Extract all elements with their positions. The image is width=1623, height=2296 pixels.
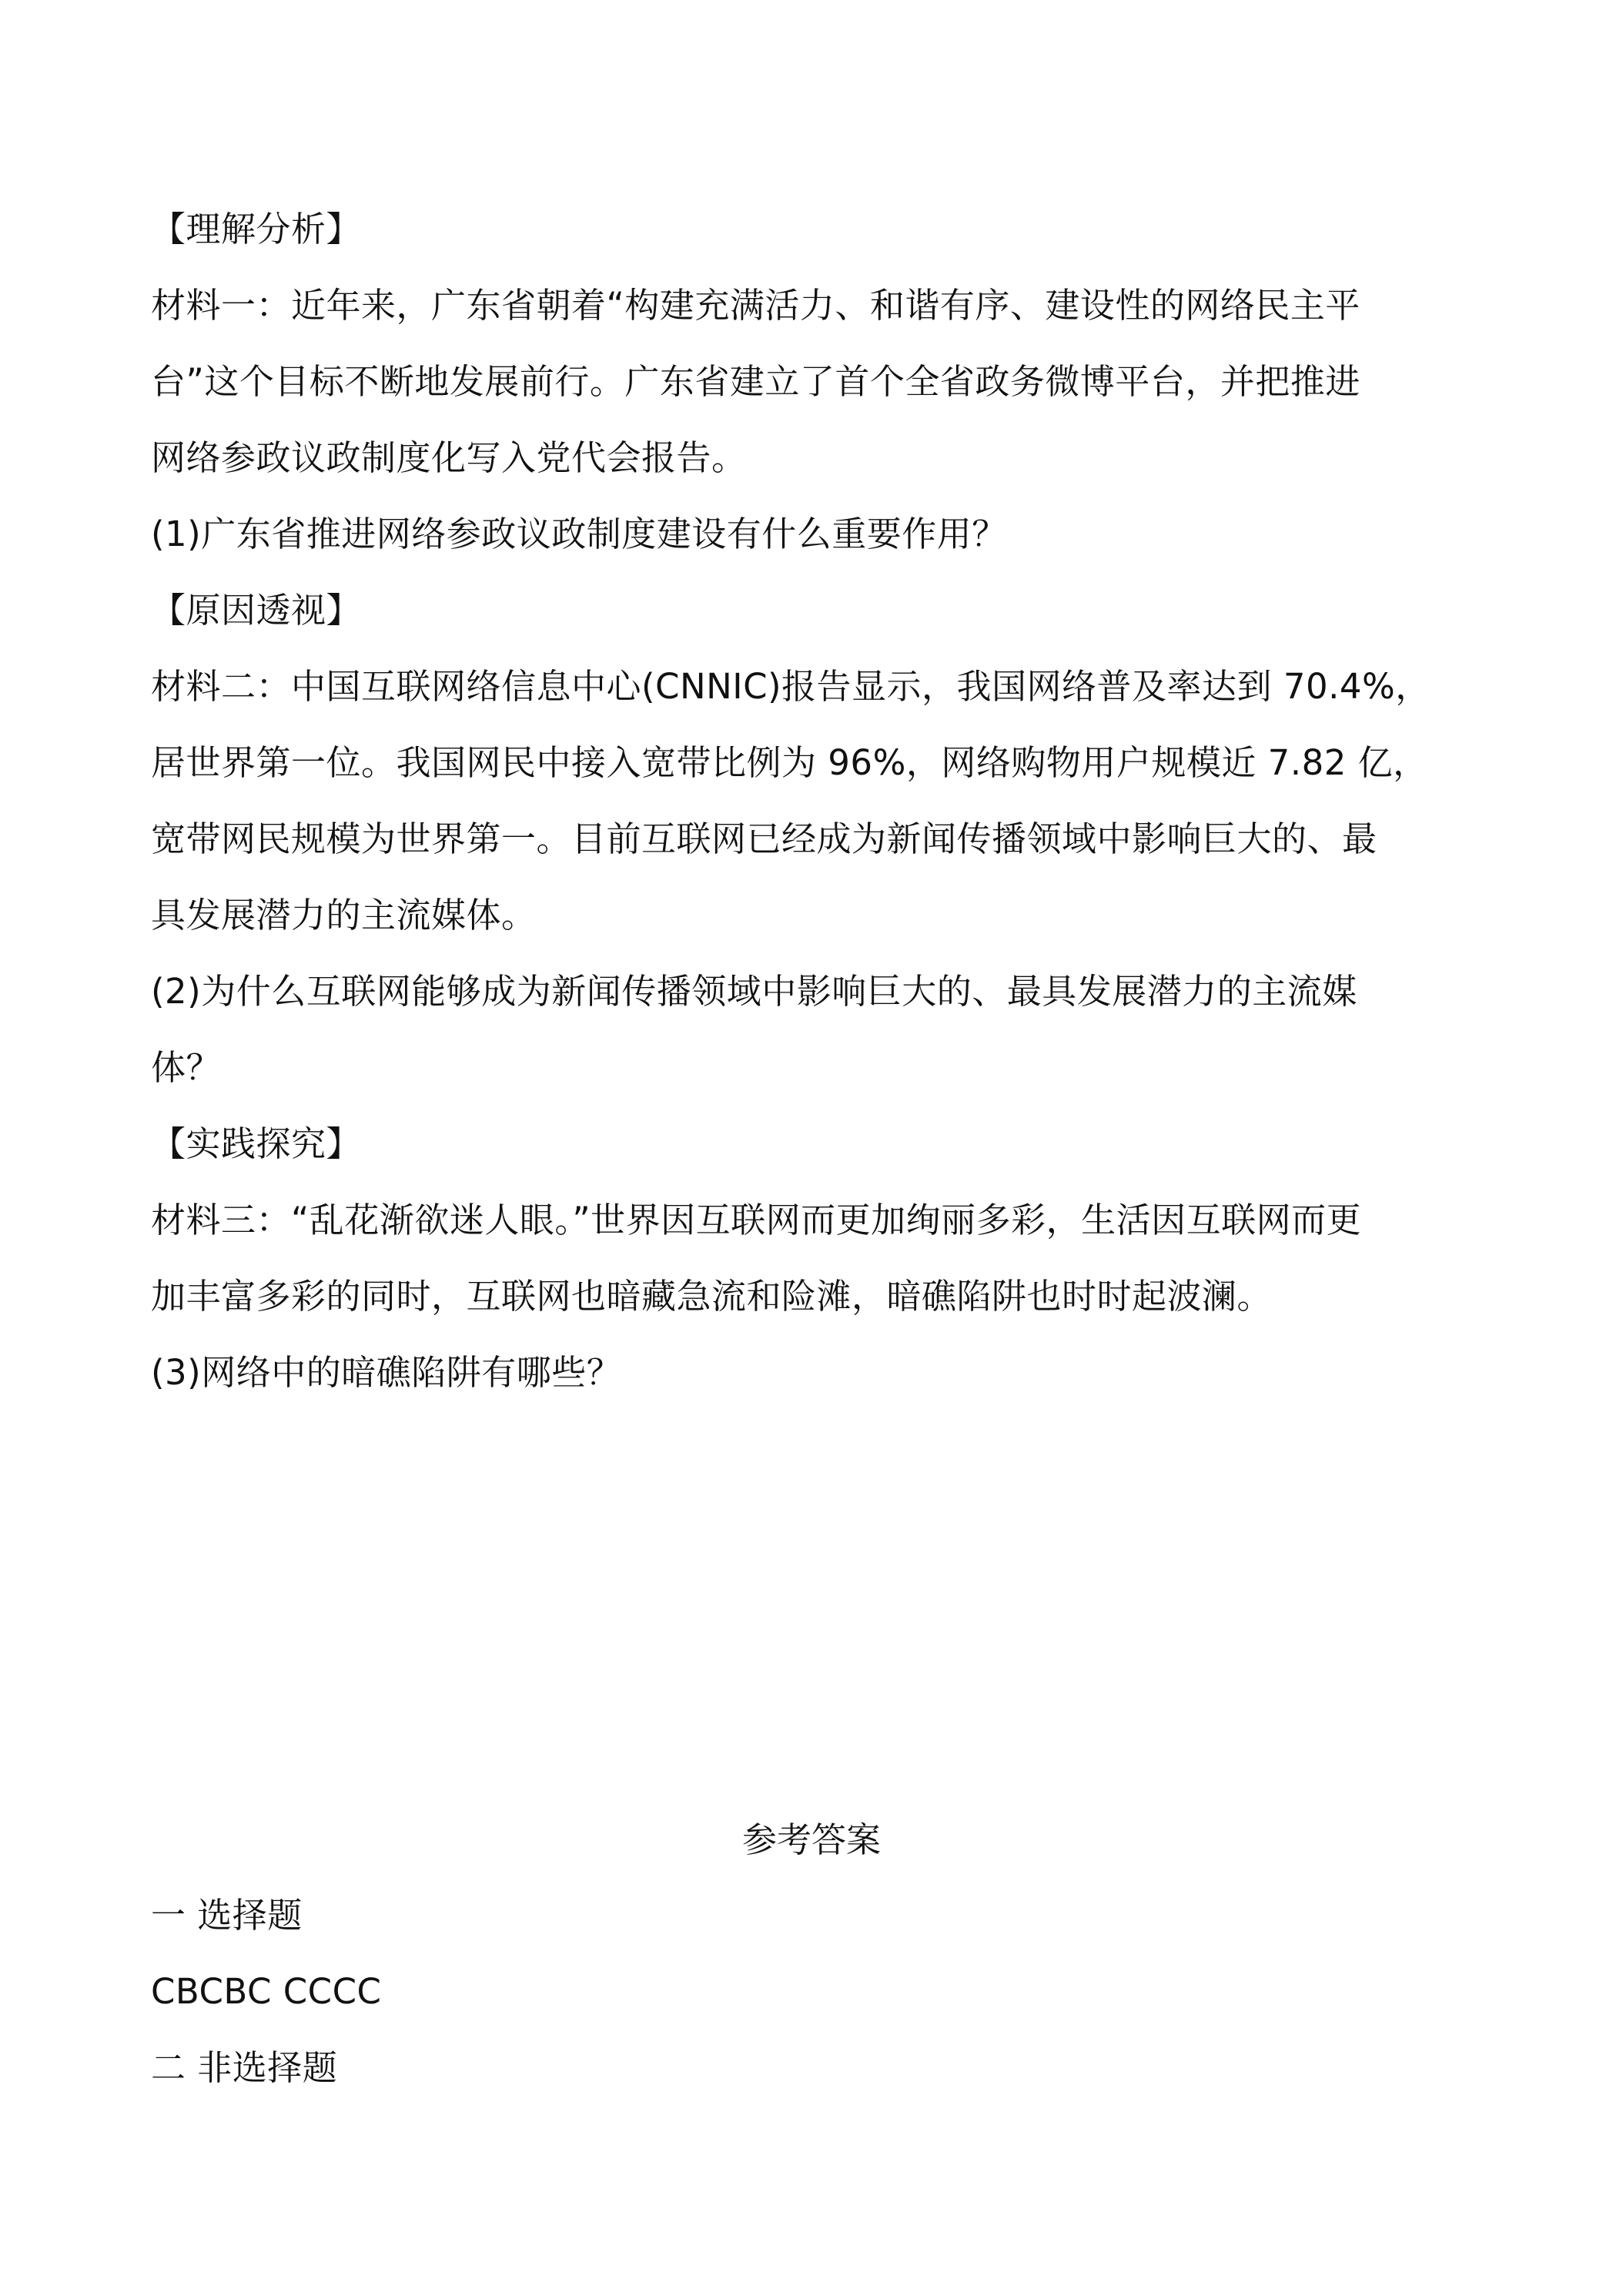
question-1: (1)广东省推进网络参政议政制度建设有什么重要作用？ <box>151 514 1007 554</box>
material3-line-1: 材料三：“乱花渐欲迷人眼。”世界因互联网而更加绚丽多彩，生活因互联网而更 <box>151 1200 1362 1240</box>
material1-line-1: 材料一：近年来，广东省朝着“构建充满活力、和谐有序、建设性的网络民主平 <box>151 285 1360 326</box>
multiple-choice-answers: CBCBC CCCC <box>151 1971 382 2012</box>
material2-line-4: 具发展潜力的主流媒体。 <box>151 895 537 935</box>
question-content <box>151 191 1491 1411</box>
multiple-choice-heading: 一 选择题 <box>151 1895 303 1936</box>
material1-line-3: 网络参政议政制度化写入党代会报告。 <box>151 437 747 478</box>
question-2-line-2: 体？ <box>151 1047 222 1088</box>
non-choice-heading: 二 非选择题 <box>151 2047 338 2088</box>
answer-content <box>151 1877 1491 2106</box>
material1-line-2: 台”这个目标不断地发展前行。广东省建立了首个全省政务微博平台，并把推进 <box>151 361 1360 402</box>
material2-line-3: 宽带网民规模为世界第一。目前互联网已经成为新闻传播领域中影响巨大的、最 <box>151 818 1377 859</box>
material3-line-2: 加丰富多彩的同时，互联网也暗藏急流和险滩，暗礁陷阱也时时起波澜。 <box>151 1276 1273 1317</box>
material2-line-1: 材料二：中国互联网络信息中心(CNNIC)报告显示，我国网络普及率达到 70.4%， <box>151 666 1431 707</box>
question-3: (3)网络中的暗礁陷阱有哪些？ <box>151 1352 622 1393</box>
question-2-line-1: (2)为什么互联网能够成为新闻传播领域中影响巨大的、最具发展潜力的主流媒 <box>151 971 1357 1012</box>
material2-line-2: 居世界第一位。我国网民中接入宽带比例为 96%，网络购物用户规模近 7.82 亿， <box>151 742 1428 783</box>
reason-heading: 【原因透视】 <box>151 590 362 631</box>
understanding-heading: 【理解分析】 <box>151 209 362 249</box>
answer-title: 参考答案 <box>741 1819 881 1860</box>
practice-heading: 【实践探究】 <box>151 1123 362 1164</box>
